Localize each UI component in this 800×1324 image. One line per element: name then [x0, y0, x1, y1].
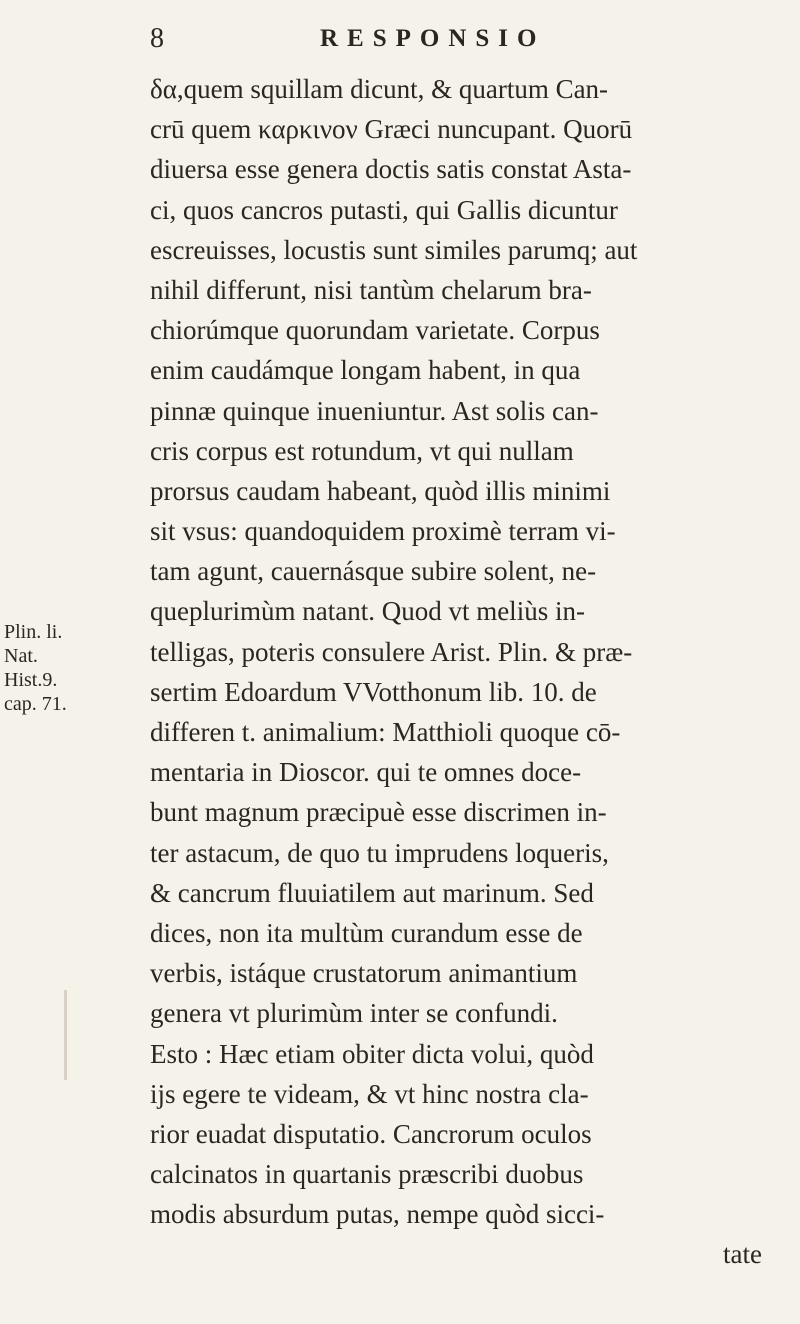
text-line: diuersa esse genera doctis satis constat Asta-	[150, 154, 632, 185]
text-line: differen t. animalium: Matthioli quoque cō-	[150, 717, 621, 747]
text-line: nihil differunt, nisi tantùm chelarum bra-	[150, 274, 592, 305]
page-header	[150, 22, 790, 62]
text-line: Esto : Hæc etiam obiter dicta volui, quòd	[150, 1038, 594, 1069]
marginal-note	[4, 620, 144, 716]
text-line: genera vt plurimùm inter se confundi.	[150, 998, 558, 1029]
text-line: ijs egere te videam, & vt hinc nostra cla-	[150, 1078, 589, 1109]
body-text	[150, 69, 800, 1275]
text-line: tam agunt, cauernásque subire solent, ne-	[150, 556, 597, 587]
text-line: sit vsus: quandoquidem proximè terram vi-	[150, 516, 616, 547]
text-line: calcinatos in quartanis præscribi duobus	[150, 1159, 584, 1190]
running-title: RESPONSIO	[320, 25, 546, 52]
text-line: enim caudámque longam habent, in qua	[150, 355, 581, 386]
margin-smudge	[64, 990, 67, 1080]
text-line: dices, non ita multùm curandum esse de	[150, 917, 583, 948]
text-line: prorsus caudam habeant, quòd illis minimi	[150, 475, 611, 506]
catchword: tate	[723, 1239, 762, 1270]
text-line: rior euadat disputatio. Cancrorum oculos	[150, 1118, 592, 1149]
margin-line: Hist.9.	[4, 669, 58, 691]
text-line: ci, quos cancros putasti, qui Gallis dicuntur	[150, 194, 618, 225]
text-line: ter astacum, de quo tu imprudens loqueris,	[150, 837, 609, 868]
text-line: queplurimùm natant. Quod vt meliùs in-	[150, 596, 585, 627]
text-line: chiorúmque quorundam varietate. Corpus	[150, 315, 600, 346]
text-line: modis absurdum putas, nempe quòd sicci-	[150, 1199, 605, 1230]
text-line: verbis, istáque crustatorum animantium	[150, 958, 578, 989]
text-line: sertim Edoardum VVotthonum lib. 10. de	[150, 676, 597, 707]
margin-line: Nat.	[4, 645, 38, 667]
text-line: crū quem καρκινον Græci nuncupant. Quorū	[150, 114, 633, 145]
text-line: pinnæ quinque inueniuntur. Ast solis can-	[150, 395, 599, 426]
margin-line: Plin. li.	[4, 621, 63, 643]
text-line: telligas, poteris consulere Arist. Plin. & præ-	[150, 636, 633, 667]
text-line: escreuisses, locustis sunt similes parumq; aut	[150, 234, 638, 265]
text-line: cris corpus est rotundum, vt qui nullam	[150, 435, 574, 466]
text-line: mentaria in Dioscor. qui te omnes doce-	[150, 757, 582, 788]
margin-line: cap. 71.	[4, 693, 67, 715]
text-line: bunt magnum præcipuè esse discrimen in-	[150, 797, 607, 828]
text-line: & cancrum fluuiatilem aut marinum. Sed	[150, 877, 594, 908]
text-line: δα,quem squillam dicunt, & quartum Can-	[150, 74, 609, 104]
page-number: 8	[150, 23, 164, 54]
